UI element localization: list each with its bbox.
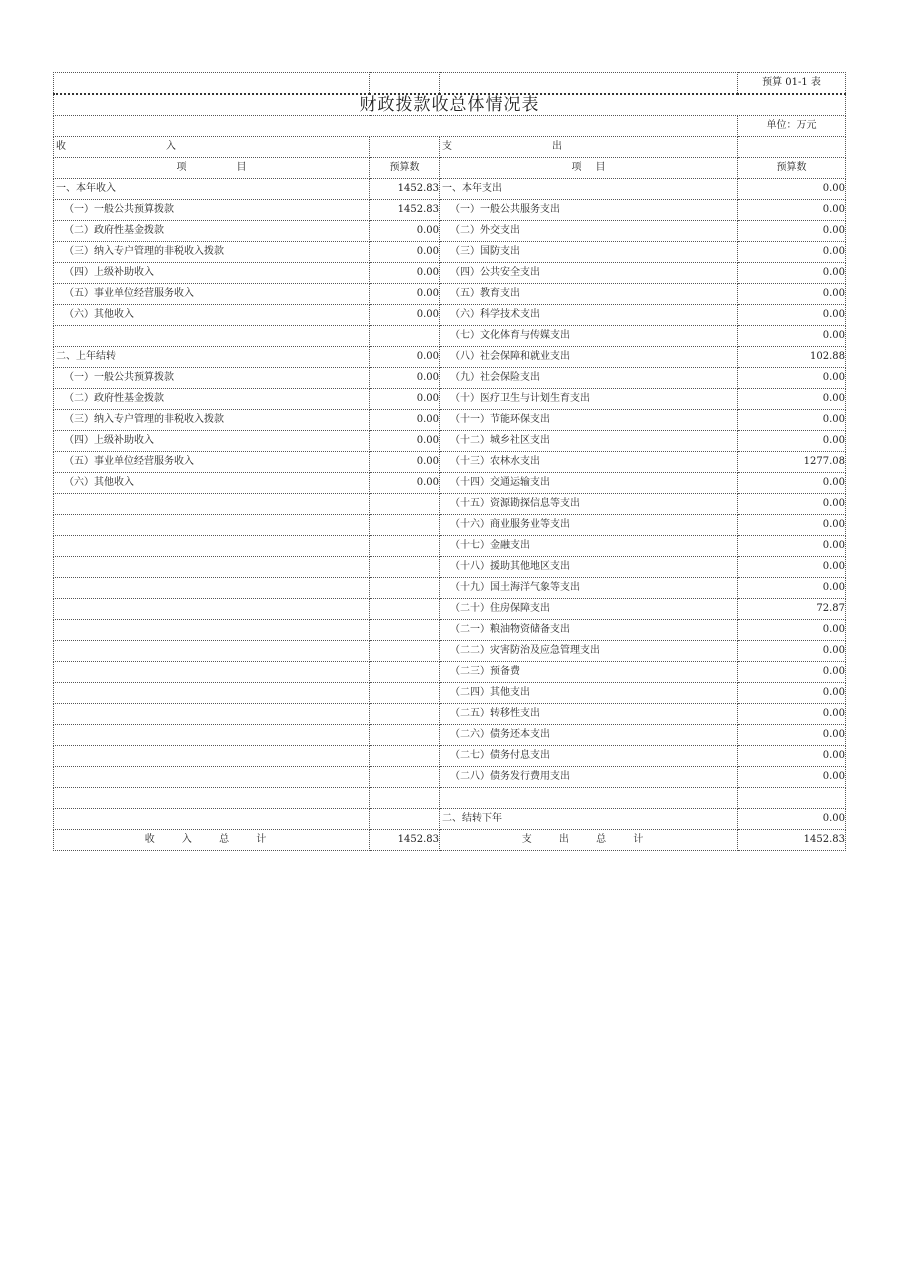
income-item-cell (54, 620, 370, 641)
income-item-cell: （五）事业单位经营服务收入 (54, 284, 370, 305)
table-row (54, 179, 846, 200)
table-row (54, 767, 846, 788)
table-row (54, 326, 846, 347)
income-item-cell (54, 641, 370, 662)
income-amount-cell: 0.00 (370, 473, 440, 494)
income-item-cell: （二）政府性基金拨款 (54, 221, 370, 242)
expense-item-cell: （十九）国土海洋气象等支出 (440, 578, 738, 599)
expense-item-cell: （三）国防支出 (440, 242, 738, 263)
expense-item-cell: （十三）农林水支出 (440, 452, 738, 473)
income-item-cell: （五）事业单位经营服务收入 (54, 452, 370, 473)
expense-amount-cell: 0.00 (738, 389, 846, 410)
table-row (54, 431, 846, 452)
unit-row (54, 116, 846, 137)
table-row (54, 620, 846, 641)
budget-table (53, 72, 846, 851)
expense-amount-cell (738, 788, 846, 809)
income-amount-cell (370, 788, 440, 809)
expense-amount-cell: 0.00 (738, 578, 846, 599)
table-row (54, 389, 846, 410)
income-amount-cell: 0.00 (370, 263, 440, 284)
expense-amount-cell: 1277.08 (738, 452, 846, 473)
table-row (54, 704, 846, 725)
income-amount-cell: 1452.83 (370, 200, 440, 221)
income-item-cell (54, 746, 370, 767)
expense-amount-cell: 0.00 (738, 368, 846, 389)
income-item-cell (54, 809, 370, 830)
expense-item-cell: 二、结转下年 (440, 809, 738, 830)
table-row (54, 410, 846, 431)
expense-amount-cell: 72.87 (738, 599, 846, 620)
income-amount-cell (370, 515, 440, 536)
income-amount-cell: 0.00 (370, 284, 440, 305)
expense-amount-cell: 0.00 (738, 662, 846, 683)
expense-amount-cell: 0.00 (738, 410, 846, 431)
income-item-cell: （四）上级补助收入 (54, 263, 370, 284)
income-item-cell: （三）纳入专户管理的非税收入拨款 (54, 242, 370, 263)
income-group-header: 收 入 (54, 137, 370, 158)
expense-item-cell (440, 788, 738, 809)
expense-amount-cell: 0.00 (738, 200, 846, 221)
income-amount-cell (370, 599, 440, 620)
expense-item-cell: （五）教育支出 (440, 284, 738, 305)
table-row (54, 305, 846, 326)
expense-amount-cell: 0.00 (738, 179, 846, 200)
expense-item-cell: （八）社会保障和就业支出 (440, 347, 738, 368)
income-item-cell (54, 515, 370, 536)
table-row (54, 641, 846, 662)
income-amount-cell (370, 809, 440, 830)
expense-amount-cell: 0.00 (738, 305, 846, 326)
income-amount-cell (370, 536, 440, 557)
income-amount-cell: 0.00 (370, 221, 440, 242)
income-amount-cell (370, 557, 440, 578)
expense-amount-cell: 0.00 (738, 557, 846, 578)
expense-item-cell: （二十）住房保障支出 (440, 599, 738, 620)
expense-amount-cell: 0.00 (738, 704, 846, 725)
expense-item-cell: （一）一般公共服务支出 (440, 200, 738, 221)
income-amount-cell (370, 578, 440, 599)
expense-item-cell: （二八）债务发行费用支出 (440, 767, 738, 788)
budget-sheet (53, 72, 845, 851)
income-amount-cell (370, 641, 440, 662)
expense-item-cell: （二六）债务还本支出 (440, 725, 738, 746)
expense-amount-cell: 0.00 (738, 641, 846, 662)
table-row (54, 557, 846, 578)
income-amount-cell (370, 746, 440, 767)
income-amount-cell: 0.00 (370, 305, 440, 326)
income-amount-cell (370, 326, 440, 347)
income-amount-cell (370, 704, 440, 725)
expense-amount-cell: 102.88 (738, 347, 846, 368)
expense-amount-cell: 0.00 (738, 536, 846, 557)
expense-item-cell: （九）社会保险支出 (440, 368, 738, 389)
expense-item-cell: （十六）商业服务业等支出 (440, 515, 738, 536)
table-row (54, 599, 846, 620)
expense-item-cell: （四）公共安全支出 (440, 263, 738, 284)
table-row (54, 494, 846, 515)
expense-amount-cell: 0.00 (738, 809, 846, 830)
income-total-label: 收 入 总 计 (54, 830, 370, 851)
expense-group-header: 支 出 (440, 137, 738, 158)
table-row (54, 263, 846, 284)
income-item-cell (54, 494, 370, 515)
table-row (54, 515, 846, 536)
expense-amount-cell: 0.00 (738, 746, 846, 767)
income-amount-cell (370, 725, 440, 746)
income-item-cell: （三）纳入专户管理的非税收入拨款 (54, 410, 370, 431)
expense-amount-cell: 0.00 (738, 221, 846, 242)
expense-item-cell: （二一）粮油物资储备支出 (440, 620, 738, 641)
expense-budget-header: 预算数 (738, 158, 846, 179)
expense-amount-cell: 0.00 (738, 263, 846, 284)
expense-item-cell: （十七）金融支出 (440, 536, 738, 557)
income-amount-cell (370, 683, 440, 704)
income-amount-cell (370, 662, 440, 683)
expense-item-cell: 一、本年支出 (440, 179, 738, 200)
income-budget-header: 预算数 (370, 158, 440, 179)
expense-item-cell: （二七）债务付息支出 (440, 746, 738, 767)
expense-amount-cell: 0.00 (738, 473, 846, 494)
income-amount-cell (370, 767, 440, 788)
table-row (54, 662, 846, 683)
table-row (54, 452, 846, 473)
table-row (54, 284, 846, 305)
income-item-cell (54, 557, 370, 578)
income-item-cell (54, 725, 370, 746)
expense-item-cell: （十一）节能环保支出 (440, 410, 738, 431)
expense-amount-cell: 0.00 (738, 515, 846, 536)
income-amount-cell (370, 494, 440, 515)
column-header-row (54, 158, 846, 179)
income-amount-cell: 0.00 (370, 389, 440, 410)
expense-item-cell: （七）文化体育与传媒支出 (440, 326, 738, 347)
income-item-cell: 一、本年收入 (54, 179, 370, 200)
expense-amount-cell: 0.00 (738, 767, 846, 788)
expense-item-cell: （六）科学技术支出 (440, 305, 738, 326)
expense-amount-cell: 0.00 (738, 284, 846, 305)
expense-item-cell: （二三）预备费 (440, 662, 738, 683)
table-row (54, 746, 846, 767)
income-item-cell (54, 767, 370, 788)
table-row (54, 788, 846, 809)
expense-amount-cell: 0.00 (738, 725, 846, 746)
expense-item-header: 项 目 (440, 158, 738, 179)
unit-label: 单位：万元 (738, 116, 846, 137)
table-row (54, 347, 846, 368)
table-row (54, 683, 846, 704)
income-total-amount: 1452.83 (370, 830, 440, 851)
table-row (54, 242, 846, 263)
table-row (54, 536, 846, 557)
income-amount-cell: 1452.83 (370, 179, 440, 200)
income-item-cell: 二、上年结转 (54, 347, 370, 368)
expense-item-cell: （十五）资源勘探信息等支出 (440, 494, 738, 515)
expense-item-cell: （二二）灾害防治及应急管理支出 (440, 641, 738, 662)
expense-item-cell: （二五）转移性支出 (440, 704, 738, 725)
income-amount-cell: 0.00 (370, 242, 440, 263)
table-row (54, 200, 846, 221)
table-row (54, 221, 846, 242)
income-item-cell (54, 788, 370, 809)
group-header-row (54, 137, 846, 158)
expense-item-cell: （十八）援助其他地区支出 (440, 557, 738, 578)
income-amount-cell: 0.00 (370, 452, 440, 473)
income-item-cell (54, 662, 370, 683)
expense-item-cell: （十二）城乡社区支出 (440, 431, 738, 452)
income-item-cell: （六）其他收入 (54, 473, 370, 494)
expense-item-cell: （十四）交通运输支出 (440, 473, 738, 494)
income-amount-cell (370, 620, 440, 641)
table-row (54, 809, 846, 830)
table-row (54, 578, 846, 599)
expense-item-cell: （二）外交支出 (440, 221, 738, 242)
form-code-row (54, 73, 846, 95)
expense-amount-cell: 0.00 (738, 326, 846, 347)
income-item-cell (54, 683, 370, 704)
expense-total-label: 支 出 总 计 (440, 830, 738, 851)
expense-item-cell: （十）医疗卫生与计划生育支出 (440, 389, 738, 410)
income-item-cell: （一）一般公共预算拨款 (54, 200, 370, 221)
expense-amount-cell: 0.00 (738, 683, 846, 704)
income-item-cell (54, 704, 370, 725)
income-item-cell (54, 578, 370, 599)
table-row (54, 473, 846, 494)
income-amount-cell: 0.00 (370, 368, 440, 389)
table-row (54, 368, 846, 389)
title-row (54, 94, 846, 116)
expense-amount-cell: 0.00 (738, 494, 846, 515)
page-title: 财政拨款收总体情况表 (54, 94, 846, 116)
income-amount-cell: 0.00 (370, 347, 440, 368)
income-item-cell: （六）其他收入 (54, 305, 370, 326)
income-item-cell: （一）一般公共预算拨款 (54, 368, 370, 389)
table-row (54, 725, 846, 746)
income-item-cell (54, 536, 370, 557)
income-item-header: 项 目 (54, 158, 370, 179)
income-amount-cell: 0.00 (370, 410, 440, 431)
form-code: 预算 01-1 表 (738, 73, 846, 95)
expense-total-amount: 1452.83 (738, 830, 846, 851)
expense-amount-cell: 0.00 (738, 431, 846, 452)
expense-amount-cell: 0.00 (738, 620, 846, 641)
income-item-cell: （二）政府性基金拨款 (54, 389, 370, 410)
income-item-cell: （四）上级补助收入 (54, 431, 370, 452)
expense-item-cell: （二四）其他支出 (440, 683, 738, 704)
income-item-cell (54, 326, 370, 347)
income-item-cell (54, 599, 370, 620)
totals-row (54, 830, 846, 851)
income-amount-cell: 0.00 (370, 431, 440, 452)
expense-amount-cell: 0.00 (738, 242, 846, 263)
